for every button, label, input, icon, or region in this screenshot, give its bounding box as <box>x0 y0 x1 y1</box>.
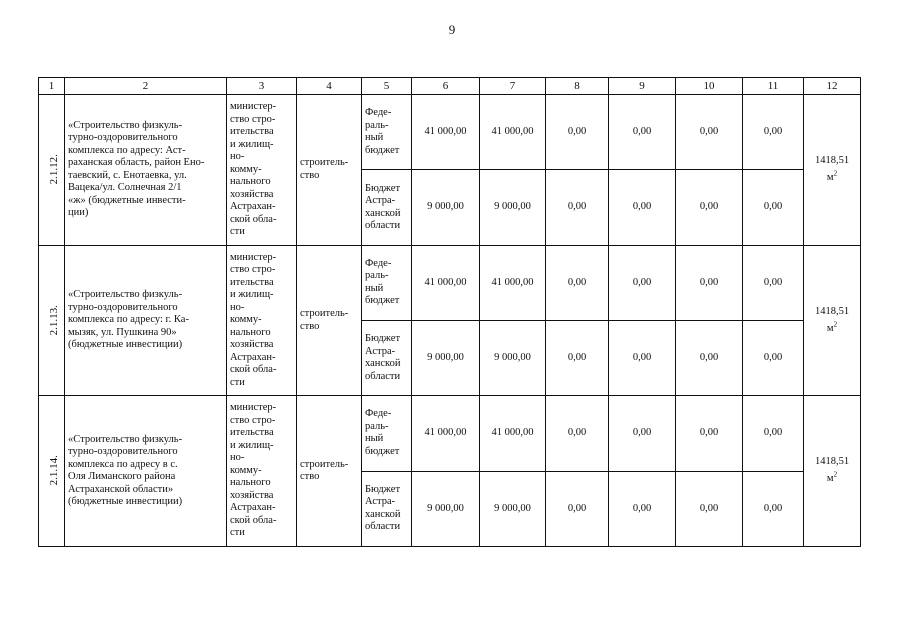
responsible-ministry: министер- ство стро- ительства и жилищ- но- комму- нального хозяйства Астрахан- ской обла- сти <box>227 245 297 396</box>
column-header: 6 <box>412 78 480 95</box>
column-header: 7 <box>480 78 546 95</box>
budget-source: Бюджет Астра- ханской области <box>362 471 412 546</box>
object-name: «Строительство физкуль- турно-оздоровительного комплекса по адресу: г. Ка- мызяк, ул. Пушкина 90» (бюджетные инвестиции) <box>65 245 227 396</box>
amount-cell: 0,00 <box>676 170 743 245</box>
table-row <box>39 396 861 471</box>
row-id: 2.1.13. <box>47 304 60 336</box>
capacity-value: 1418,51 <box>814 456 850 468</box>
amount-cell: 9 000,00 <box>480 321 546 396</box>
capacity-value: 1418,51 <box>814 155 850 167</box>
unit-text: м <box>826 322 834 334</box>
amount-cell: 0,00 <box>546 95 609 170</box>
amount-cell: 9 000,00 <box>412 471 480 546</box>
amount-cell: 41 000,00 <box>480 95 546 170</box>
amount-cell: 0,00 <box>546 321 609 396</box>
amount-cell: 0,00 <box>609 95 676 170</box>
amount-cell: 0,00 <box>676 396 743 471</box>
amount-cell: 0,00 <box>546 245 609 320</box>
row-id: 2.1.14. <box>47 455 60 486</box>
responsible-ministry: министер- ство стро- ительства и жилищ- но- комму- нального хозяйства Астрахан- ской обла- сти <box>227 396 297 547</box>
amount-cell: 0,00 <box>676 95 743 170</box>
capacity-unit <box>826 320 838 334</box>
work-type: строитель- ство <box>297 396 362 547</box>
amount-cell: 0,00 <box>546 396 609 471</box>
amount-cell: 9 000,00 <box>480 471 546 546</box>
capacity-cell <box>804 396 861 547</box>
amount-cell: 9 000,00 <box>480 170 546 245</box>
column-header: 9 <box>609 78 676 95</box>
amount-cell: 0,00 <box>609 245 676 320</box>
capacity-unit <box>826 169 838 184</box>
amount-cell: 0,00 <box>676 321 743 396</box>
row-id: 2.1.12. <box>47 154 60 185</box>
object-name: «Строительство физкуль- турно-оздоровительного комплекса по адресу в с. Оля Лиманского района Астраханской области» (бюджетные инвестиции) <box>65 396 227 547</box>
work-type: строитель- ство <box>297 95 362 246</box>
table-row <box>39 95 861 170</box>
amount-cell: 0,00 <box>609 170 676 245</box>
unit-text: м <box>826 172 834 184</box>
amount-cell: 41 000,00 <box>412 245 480 320</box>
capacity-unit <box>826 470 838 485</box>
amount-cell: 0,00 <box>743 471 804 546</box>
unit-text: м <box>826 473 834 485</box>
capacity-cell <box>804 245 861 396</box>
column-header: 3 <box>227 78 297 95</box>
amount-cell: 0,00 <box>743 396 804 471</box>
responsible-ministry: министер- ство стро- ительства и жилищ- но- комму- нального хозяйства Астрахан- ской обла- сти <box>227 95 297 246</box>
column-header: 8 <box>546 78 609 95</box>
budget-source: Феде- раль- ный бюджет <box>362 245 412 320</box>
table-row <box>39 245 861 320</box>
amount-cell: 41 000,00 <box>480 396 546 471</box>
row-id-cell <box>39 245 65 396</box>
amount-cell: 41 000,00 <box>480 245 546 320</box>
work-type: строитель- ство <box>297 245 362 396</box>
amount-cell: 41 000,00 <box>412 95 480 170</box>
unit-superscript: 2 <box>833 470 838 479</box>
page-number: 9 <box>448 22 456 37</box>
amount-cell: 0,00 <box>743 170 804 245</box>
column-header: 10 <box>676 78 743 95</box>
unit-superscript: 2 <box>833 169 838 178</box>
column-header: 2 <box>65 78 227 95</box>
budget-source: Бюджет Астра- ханской области <box>362 321 412 396</box>
budget-source: Феде- раль- ный бюджет <box>362 396 412 471</box>
amount-cell: 0,00 <box>676 245 743 320</box>
column-header: 11 <box>743 78 804 95</box>
capacity-cell <box>804 95 861 246</box>
object-name: «Строительство физкуль- турно-оздоровительного комплекса по адресу: Аст- раханская область, район Ено- таевский, с. Енотаевка, ул. Вацека/ул. Солнечная 2/1 «ж» (бюджетные инвести- ции) <box>65 95 227 246</box>
budget-source: Феде- раль- ный бюджет <box>362 95 412 170</box>
amount-cell: 0,00 <box>743 321 804 396</box>
amount-cell: 9 000,00 <box>412 170 480 245</box>
amount-cell: 41 000,00 <box>412 396 480 471</box>
budget-source: Бюджет Астра- ханской области <box>362 170 412 245</box>
amount-cell: 0,00 <box>609 396 676 471</box>
column-header: 1 <box>39 78 65 95</box>
amount-cell: 0,00 <box>546 471 609 546</box>
amount-cell: 9 000,00 <box>412 321 480 396</box>
investment-table <box>38 77 861 547</box>
unit-superscript: 2 <box>833 320 838 329</box>
row-id-cell <box>39 95 65 246</box>
header-row <box>39 78 861 95</box>
column-header: 5 <box>362 78 412 95</box>
row-id-cell <box>39 396 65 547</box>
column-header: 4 <box>297 78 362 95</box>
amount-cell: 0,00 <box>743 95 804 170</box>
amount-cell: 0,00 <box>743 245 804 320</box>
capacity-value: 1418,51 <box>814 305 850 317</box>
amount-cell: 0,00 <box>546 170 609 245</box>
amount-cell: 0,00 <box>676 471 743 546</box>
amount-cell: 0,00 <box>609 321 676 396</box>
amount-cell: 0,00 <box>609 471 676 546</box>
column-header: 12 <box>804 78 861 95</box>
